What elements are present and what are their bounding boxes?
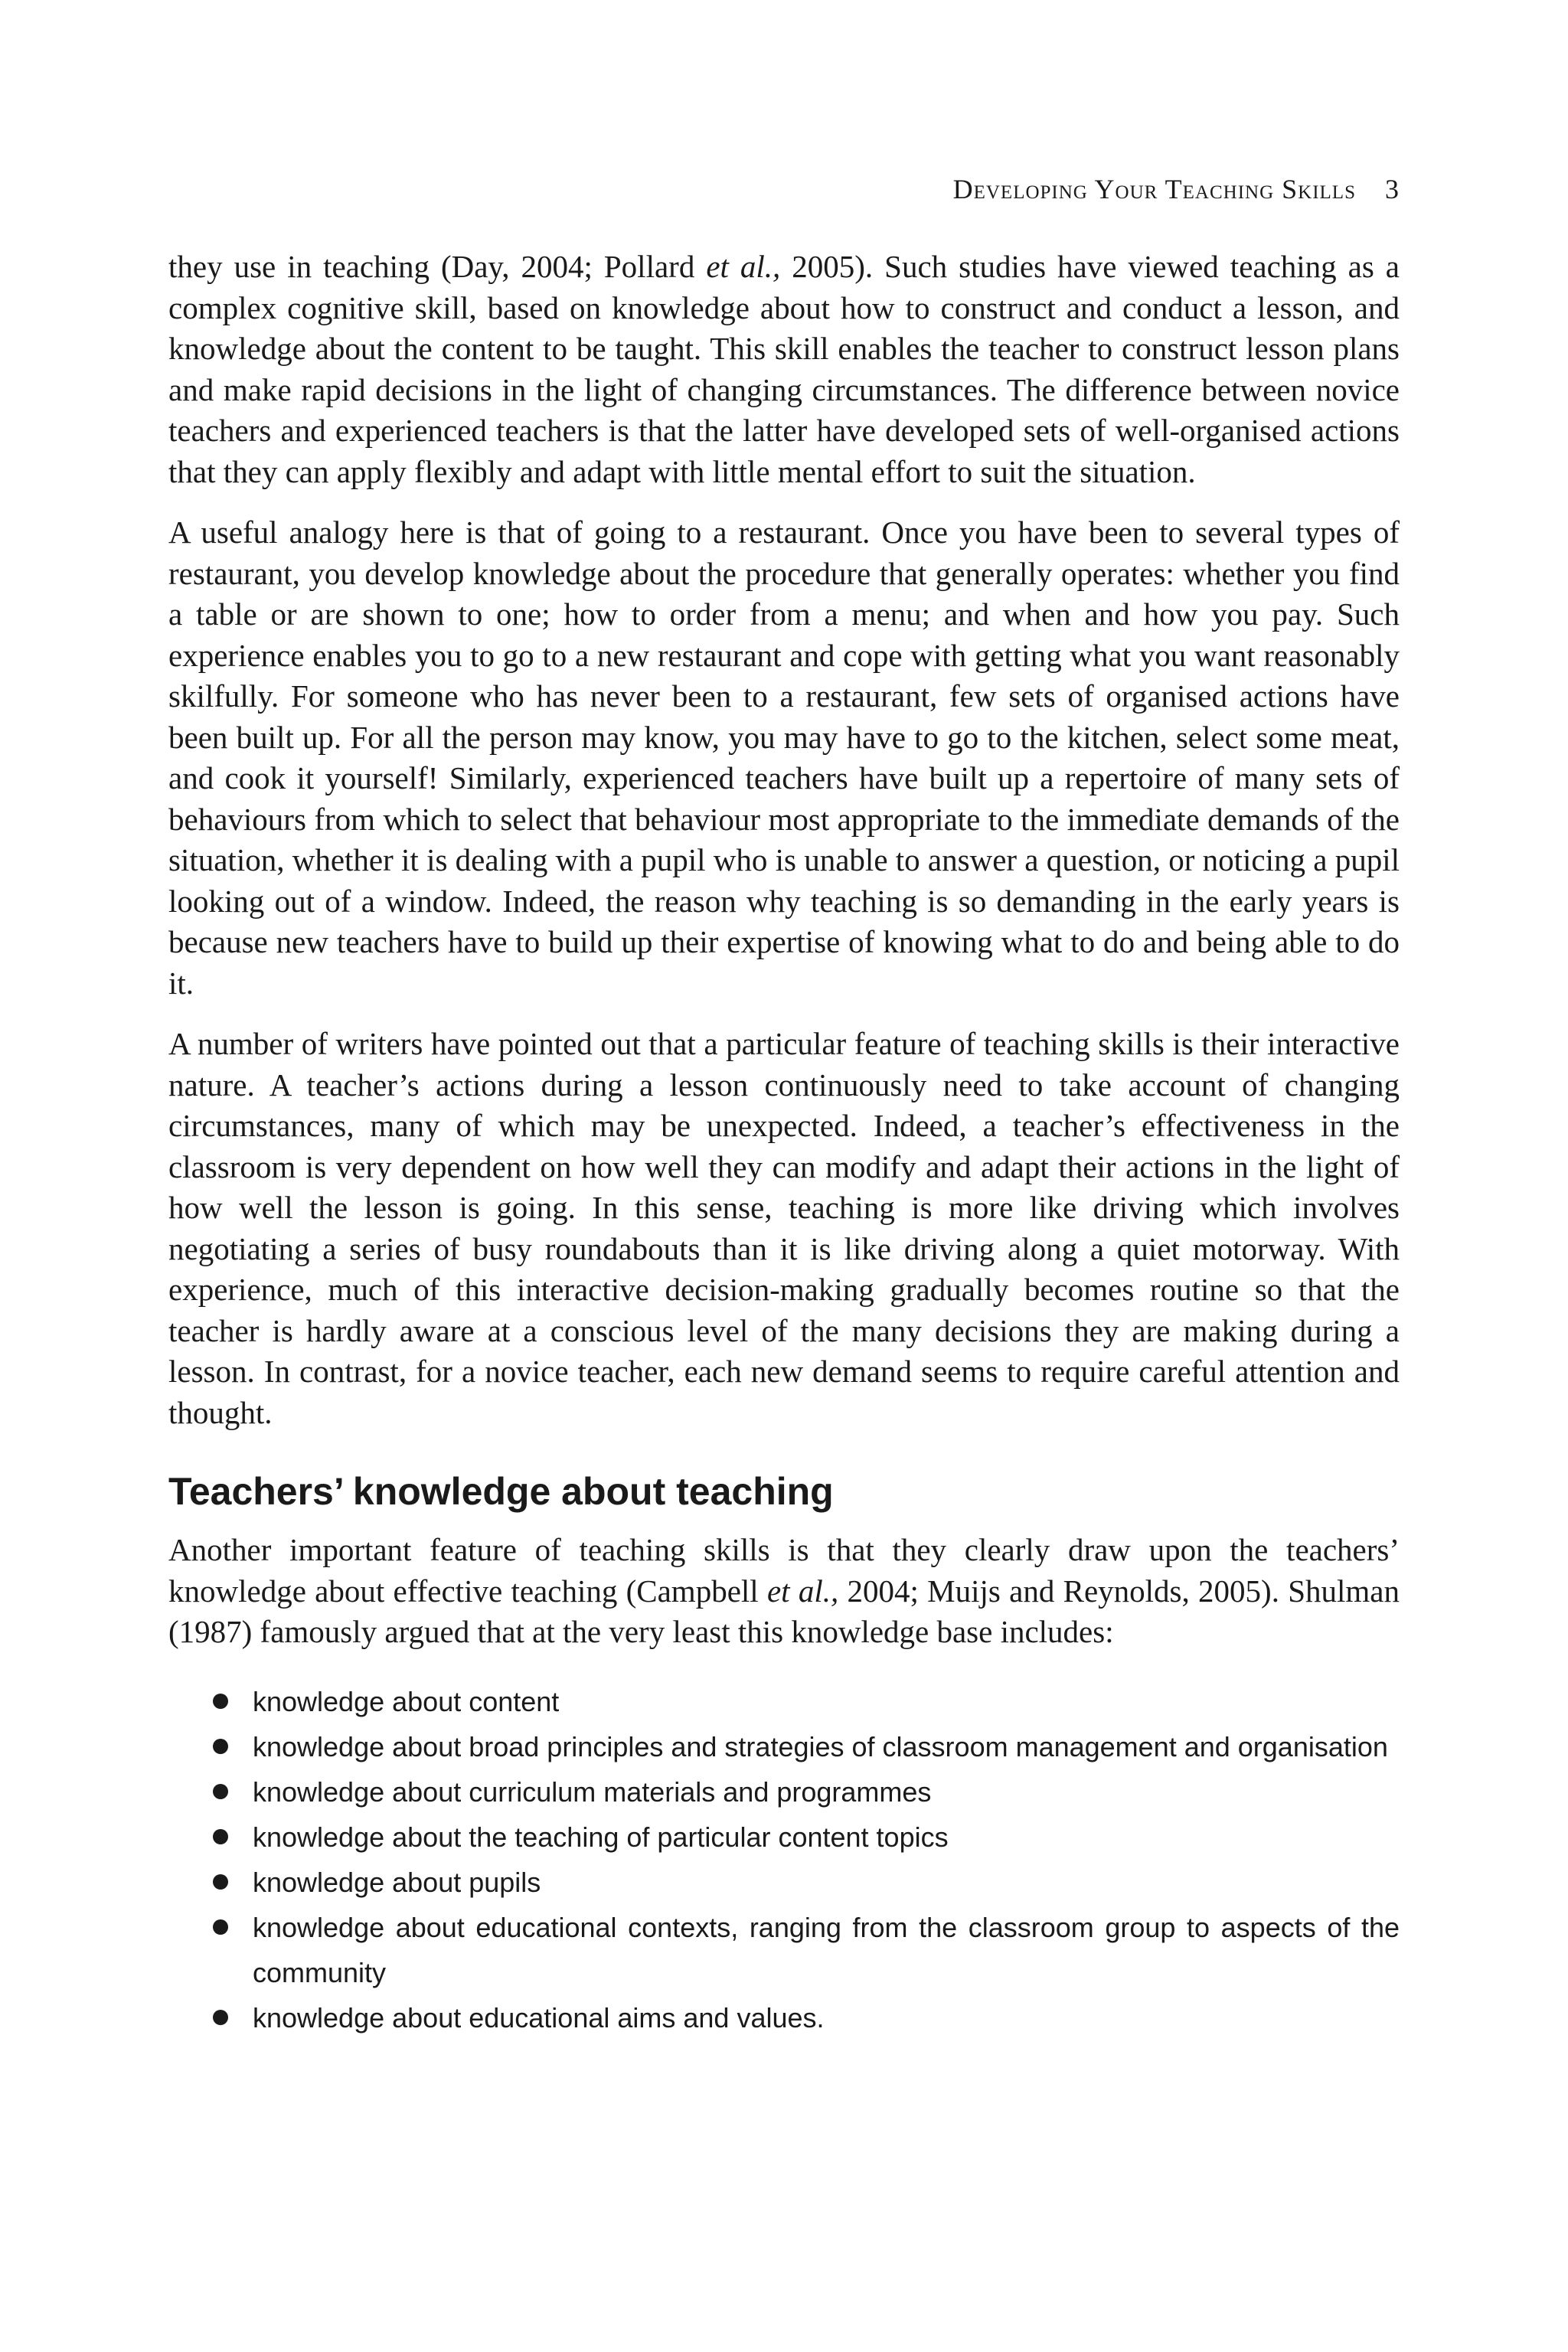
italic-text: et al., bbox=[706, 249, 781, 284]
running-head bbox=[953, 173, 1400, 205]
paragraph-2 bbox=[168, 512, 1400, 1004]
bullet-icon bbox=[213, 1874, 228, 1890]
page-number: 3 bbox=[1385, 174, 1400, 204]
list-item bbox=[168, 1815, 1400, 1860]
list-item-text: knowledge about the teaching of particular content topics bbox=[253, 1821, 949, 1853]
knowledge-list bbox=[168, 1679, 1400, 2040]
running-title: Developing Your Teaching Skills bbox=[952, 174, 1356, 204]
text-run: Another important feature of teaching skills is that they clearly draw upon the teachers’ knowledge about effective teaching (Campbell bbox=[168, 1532, 1400, 1609]
list-item-text: knowledge about content bbox=[253, 1685, 560, 1717]
list-item bbox=[168, 1769, 1400, 1815]
body-text bbox=[168, 247, 1400, 2040]
text-run: 2005). Such studies have viewed teaching as a complex cognitive skill, based on knowledge about how to construct and conduct a lesson, and knowledge about the content to be taught. This skill enables the teacher to construct lesson plans and make rapid decisions in the light of changing circumstances. The difference between novice teachers and experienced teachers is that the latter have developed sets of well-organised actions that they can apply flexibly and adapt with little mental effort to suit the situation. bbox=[168, 249, 1400, 489]
bullet-icon bbox=[213, 2010, 228, 2025]
bullet-icon bbox=[213, 1739, 228, 1754]
list-item bbox=[168, 1995, 1400, 2040]
section-intro bbox=[168, 1530, 1400, 1653]
list-item bbox=[168, 1724, 1400, 1769]
paragraph-3 bbox=[168, 1024, 1400, 1433]
text-run: they use in teaching (Day, 2004; Pollard bbox=[168, 249, 707, 284]
section-heading: Teachers’ knowledge about teaching bbox=[168, 1470, 834, 1513]
text-run: A number of writers have pointed out that a particular feature of teaching skills is their interactive nature. A teacher’s actions during a lesson continuously need to take account of changing circumstances, many of which may be unexpected. Indeed, a teacher’s effectiveness in the classroom is very dependent on how well they can modify and adapt their actions in the light of how well the lesson is going. In this sense, teaching is more like driving which involves negotiating a series of busy roundabouts than it is like driving along a quiet motorway. With experience, much of this interactive decision-making gradually becomes routine so that the teacher is hardly aware at a conscious level of the many decisions they are making during a lesson. In contrast, for a novice teacher, each new demand seems to require careful attention and thought. bbox=[168, 1026, 1400, 1430]
list-item bbox=[168, 1679, 1400, 1724]
list-item bbox=[168, 1905, 1400, 1995]
paragraph-1 bbox=[168, 247, 1400, 492]
list-item bbox=[168, 1860, 1400, 1905]
text-run: 2004; Muijs and Reynolds, 2005). Shulman (1987) famously argued that at the very least this knowledge base includes: bbox=[168, 1573, 1400, 1649]
list-item-text: knowledge about educational contexts, ranging from the classroom group to aspects of the community bbox=[253, 1911, 1400, 1988]
list-item-text: knowledge about pupils bbox=[253, 1866, 541, 1898]
bullet-icon bbox=[213, 1829, 228, 1844]
list-item-text: knowledge about broad principles and strategies of classroom management and organisation bbox=[253, 1730, 1388, 1762]
text-run: A useful analogy here is that of going to a restaurant. Once you have been to several types of restaurant, you develop knowledge about the procedure that generally operates: whether you find a table or are shown to one; how to order from a menu; and when and how you pay. Such experience enables you to go to a new restaurant and cope with getting what you want reasonably skilfully. For someone who has never been to a restaurant, few sets of organised actions have been built up. For all the person may know, you may have to go to the kitchen, select some meat, and cook it yourself! Similarly, experienced teachers have built up a repertoire of many sets of behaviours from which to select that behaviour most appropriate to the immediate demands of the situation, whether it is dealing with a pupil who is unable to answer a question, or noticing a pupil looking out of a window. Indeed, the reason why teaching is so demanding in the early years is because new teachers have to build up their expertise of knowing what to do and being able to do it. bbox=[168, 514, 1400, 1001]
list-item-text: knowledge about curriculum materials and programmes bbox=[253, 1775, 932, 1808]
list-item-text: knowledge about educational aims and values. bbox=[253, 2001, 825, 2034]
bullet-icon bbox=[213, 1784, 228, 1799]
bullet-icon bbox=[213, 1694, 228, 1709]
bullet-icon bbox=[213, 1919, 228, 1935]
italic-text: et al., bbox=[766, 1573, 839, 1609]
